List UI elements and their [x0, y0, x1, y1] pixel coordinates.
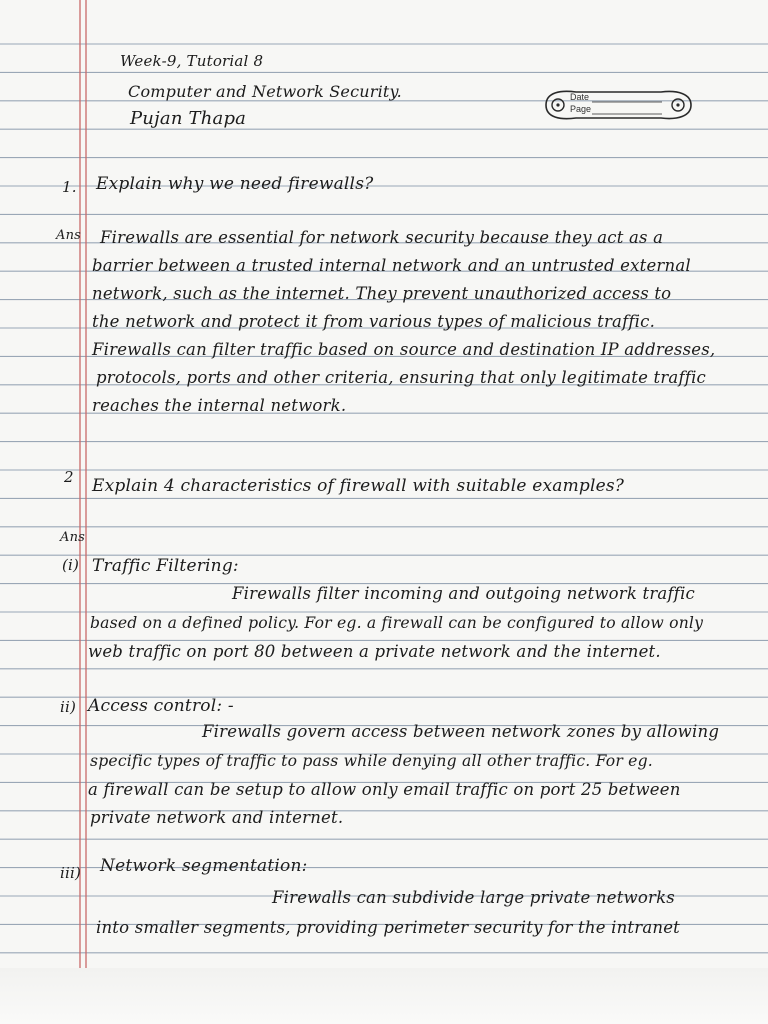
q1-answer-marker: Ans [56, 228, 82, 243]
point-3-line: into smaller segments, providing perimeter security for the intranet [96, 918, 681, 937]
point-2-line: specific types of traffic to pass while denying all other traffic. For eg. [90, 752, 653, 770]
point-2-line: Firewalls govern access between network zones by allowing [202, 722, 720, 741]
point-3-heading: Network segmentation: [100, 856, 308, 876]
date-page-stamp [536, 86, 696, 124]
page-label: Page [570, 104, 592, 114]
header-line-course: Computer and Network Security. [128, 82, 402, 101]
page-bottom-edge [0, 968, 768, 1024]
header-line-name: Pujan Thapa [130, 108, 247, 129]
point-1-line: web traffic on port 80 between a private network and the internet. [88, 642, 661, 661]
point-1-number: (i) [62, 556, 80, 574]
point-2-line: private network and internet. [90, 808, 344, 827]
date-label: Date [570, 92, 590, 102]
point-3-number: iii) [60, 864, 82, 882]
q2-answer-marker: Ans [60, 530, 86, 545]
point-2-heading: Access control: - [88, 696, 234, 716]
q1-answer-line: the network and protect it from various types of malicious traffic. [92, 312, 656, 331]
q2-question: Explain 4 characteristics of firewall with suitable examples? [92, 476, 625, 496]
point-1-heading: Traffic Filtering: [92, 556, 239, 576]
point-3-line: Firewalls can subdivide large private networks [272, 888, 675, 907]
q1-answer-line: Firewalls are essential for network security because they act as a [100, 228, 664, 247]
point-2-line: a firewall can be setup to allow only email traffic on port 25 between [88, 780, 681, 799]
q1-answer-line: reaches the internal network. [92, 396, 347, 415]
q1-question: Explain why we need firewalls? [96, 174, 374, 194]
point-1-line: based on a defined policy. For eg. a firewall can be configured to allow only [90, 614, 704, 632]
q1-answer-line: protocols, ports and other criteria, ensuring that only legitimate traffic [96, 368, 706, 387]
q1-number: 1. [62, 178, 77, 196]
q1-answer-line: barrier between a trusted internal network and an untrusted external [92, 256, 691, 275]
q1-answer-line: network, such as the internet. They prevent unauthorized access to [92, 284, 672, 303]
point-1-line: Firewalls filter incoming and outgoing network traffic [232, 584, 695, 603]
header-line-week: Week-9, Tutorial 8 [120, 52, 264, 70]
point-2-number: ii) [60, 698, 77, 716]
q1-answer-line: Firewalls can filter traffic based on source and destination IP addresses, [92, 340, 716, 359]
q2-number: 2 [64, 468, 74, 486]
